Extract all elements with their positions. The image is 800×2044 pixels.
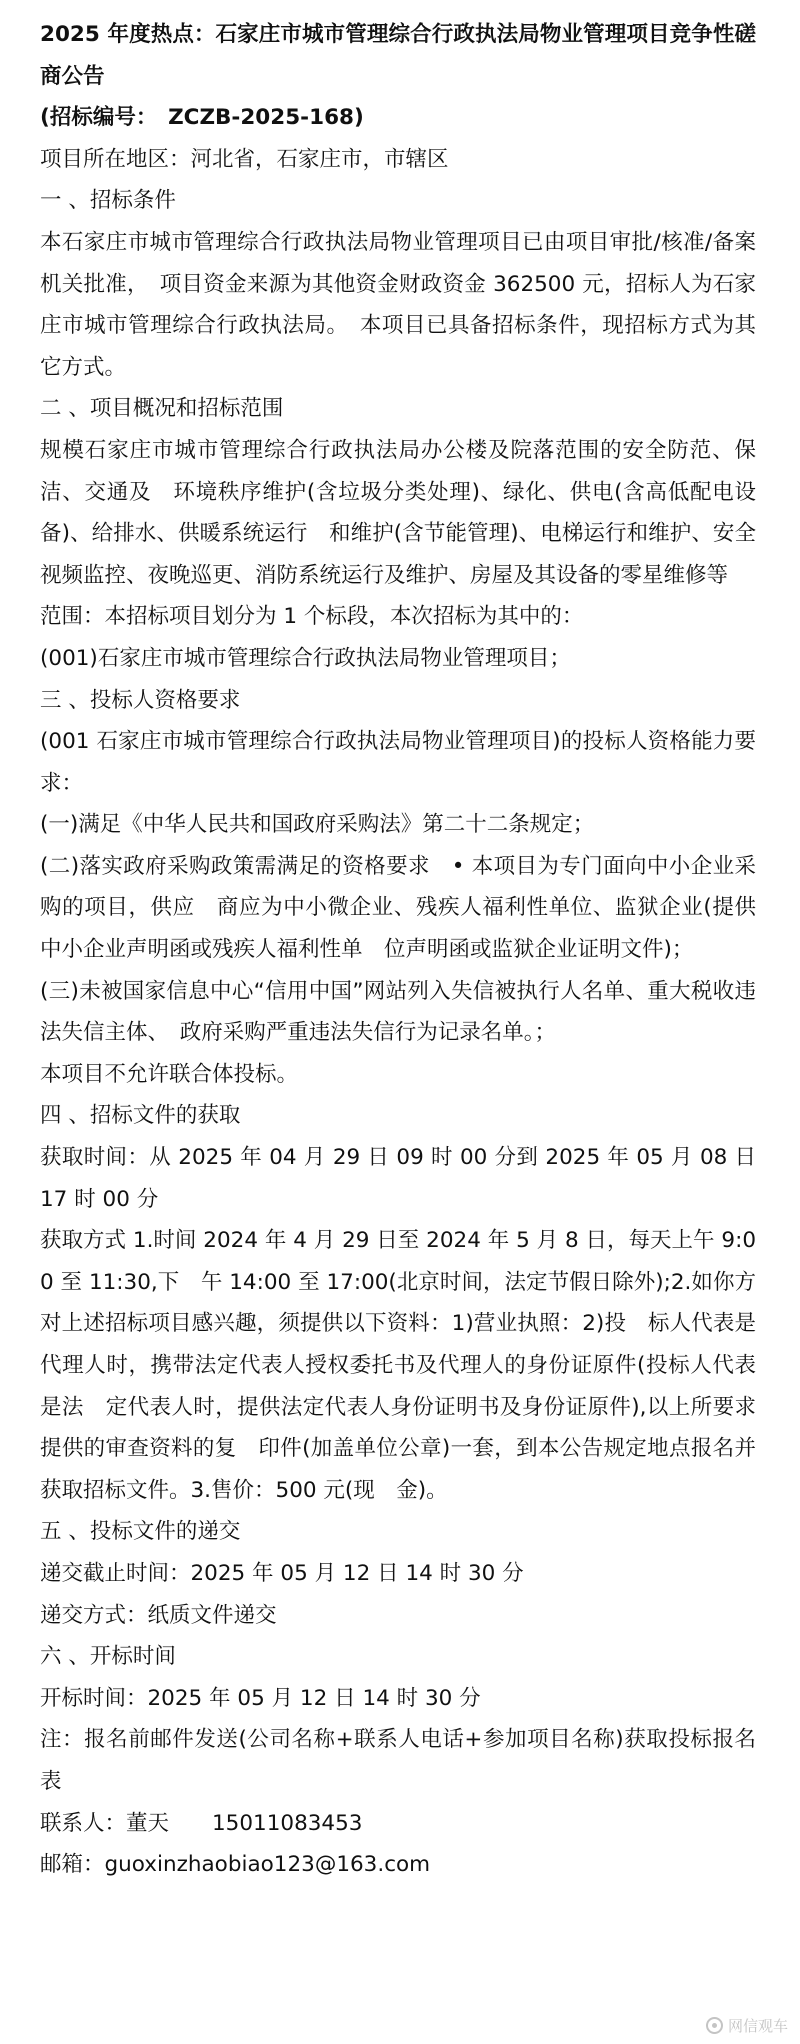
section-5-heading: 五 、投标文件的递交 [40,1519,241,1545]
watermark [706,2015,788,2036]
section-6-time: 开标时间：2025 年 05 月 12 日 14 时 30 分 [40,1685,481,1711]
section-1-heading: 一 、招标条件 [40,188,176,214]
section-4-time: 获取时间：从 2025 年 04 月 29 日 09 时 00 分到 2025 年 05 月 08 日 17 时 00 分 [40,1145,756,1212]
announcement-document [40,14,756,1886]
section-4-method: 获取方式 1.时间 2024 年 4 月 29 日至 2024 年 5 月 8 日，每天上午 9:00 至 11:30,下 午 14:00 至 17:00(北京时间，法定节假日除外);2.如你方对上述招标项目感兴趣，须提供以下资料：1)营业执照：2)投 标人代表是代理人时，携带法定代表人授权委托书及代理人的身份证原件(投标人代表是法 定代表人时，提供法定代表人身份证明书及身份证原件),以上所要求提供的审查资料的复 印件(加盖单位公章)一套，到本公告规定地点报名并获取招标文件。3.售价：500 元(现 金)。 [40,1228,756,1503]
section-2-body: 规模石家庄市城市管理综合行政执法局办公楼及院落范围的安全防范、保洁、交通及 环境秩序维护(含垃圾分类处理)、绿化、供电(含高低配电设备)、给排水、供暖系统运行 和维护(含节能管理)、电梯运行和维护、安全视频监控、夜晚巡更、消防系统运行及维护、房屋及其设备的零星维修等 [40,437,756,588]
watermark-text: 网信观车 [727,2017,788,2035]
section-6-heading: 六 、开标时间 [40,1644,176,1670]
document-title: 2025 年度热点：石家庄市城市管理综合行政执法局物业管理项目竞争性磋商公告 [40,22,756,89]
section-5-deadline: 递交截止时间：2025 年 05 月 12 日 14 时 30 分 [40,1560,524,1586]
section-4-heading: 四 、招标文件的获取 [40,1103,241,1129]
circle-logo-icon [706,2017,723,2034]
registration-note: 注：报名前邮件发送(公司名称+联系人电话+参加项目名称)获取投标报名表 [40,1727,756,1794]
section-3-item-1: (一)满足《中华人民共和国政府采购法》第二十二条规定； [40,812,595,838]
section-5-method: 递交方式：纸质文件递交 [40,1602,277,1628]
section-3-heading: 三 、投标人资格要求 [40,687,241,713]
section-2-heading: 二 、项目概况和招标范围 [40,396,284,422]
bid-number: (招标编号： ZCZB-2025-168) [40,105,364,131]
section-2-lot: (001)石家庄市城市管理综合行政执法局物业管理项目； [40,645,571,671]
section-2-scope: 范围：本招标项目划分为 1 个标段，本次招标为其中的： [40,604,584,630]
section-3-item-2: (二)落实政府采购政策需满足的资格要求 • 本项目为专门面向中小企业采购的项目，供应 商应为中小微企业、残疾人福利性单位、监狱企业(提供中小企业声明函或残疾人福利性单 位声明函或监狱企业证明文件)； [40,853,756,963]
section-3-note: 本项目不允许联合体投标。 [40,1061,299,1087]
section-3-item-3: (三)未被国家信息中心“信用中国”网站列入失信被执行人名单、重大税收违法失信主体、 政府采购严重违法失信行为记录名单。； [40,978,756,1046]
section-3-intro: (001 石家庄市城市管理综合行政执法局物业管理项目)的投标人资格能力要求： [40,729,756,796]
section-1-body: 本石家庄市城市管理综合行政执法局物业管理项目已由项目审批/核准/备案机关批准， 项目资金来源为其他资金财政资金 362500 元，招标人为石家庄市城市管理综合行政执法局。 本项目已具备招标条件，现招标方式为其它方式。 [40,229,756,380]
contact-person: 联系人：董天 15011083453 [40,1810,363,1836]
project-location: 项目所在地区：河北省，石家庄市，市辖区 [40,146,449,172]
contact-email: 邮箱：guoxinzhaobiao123@163.com [40,1852,431,1878]
